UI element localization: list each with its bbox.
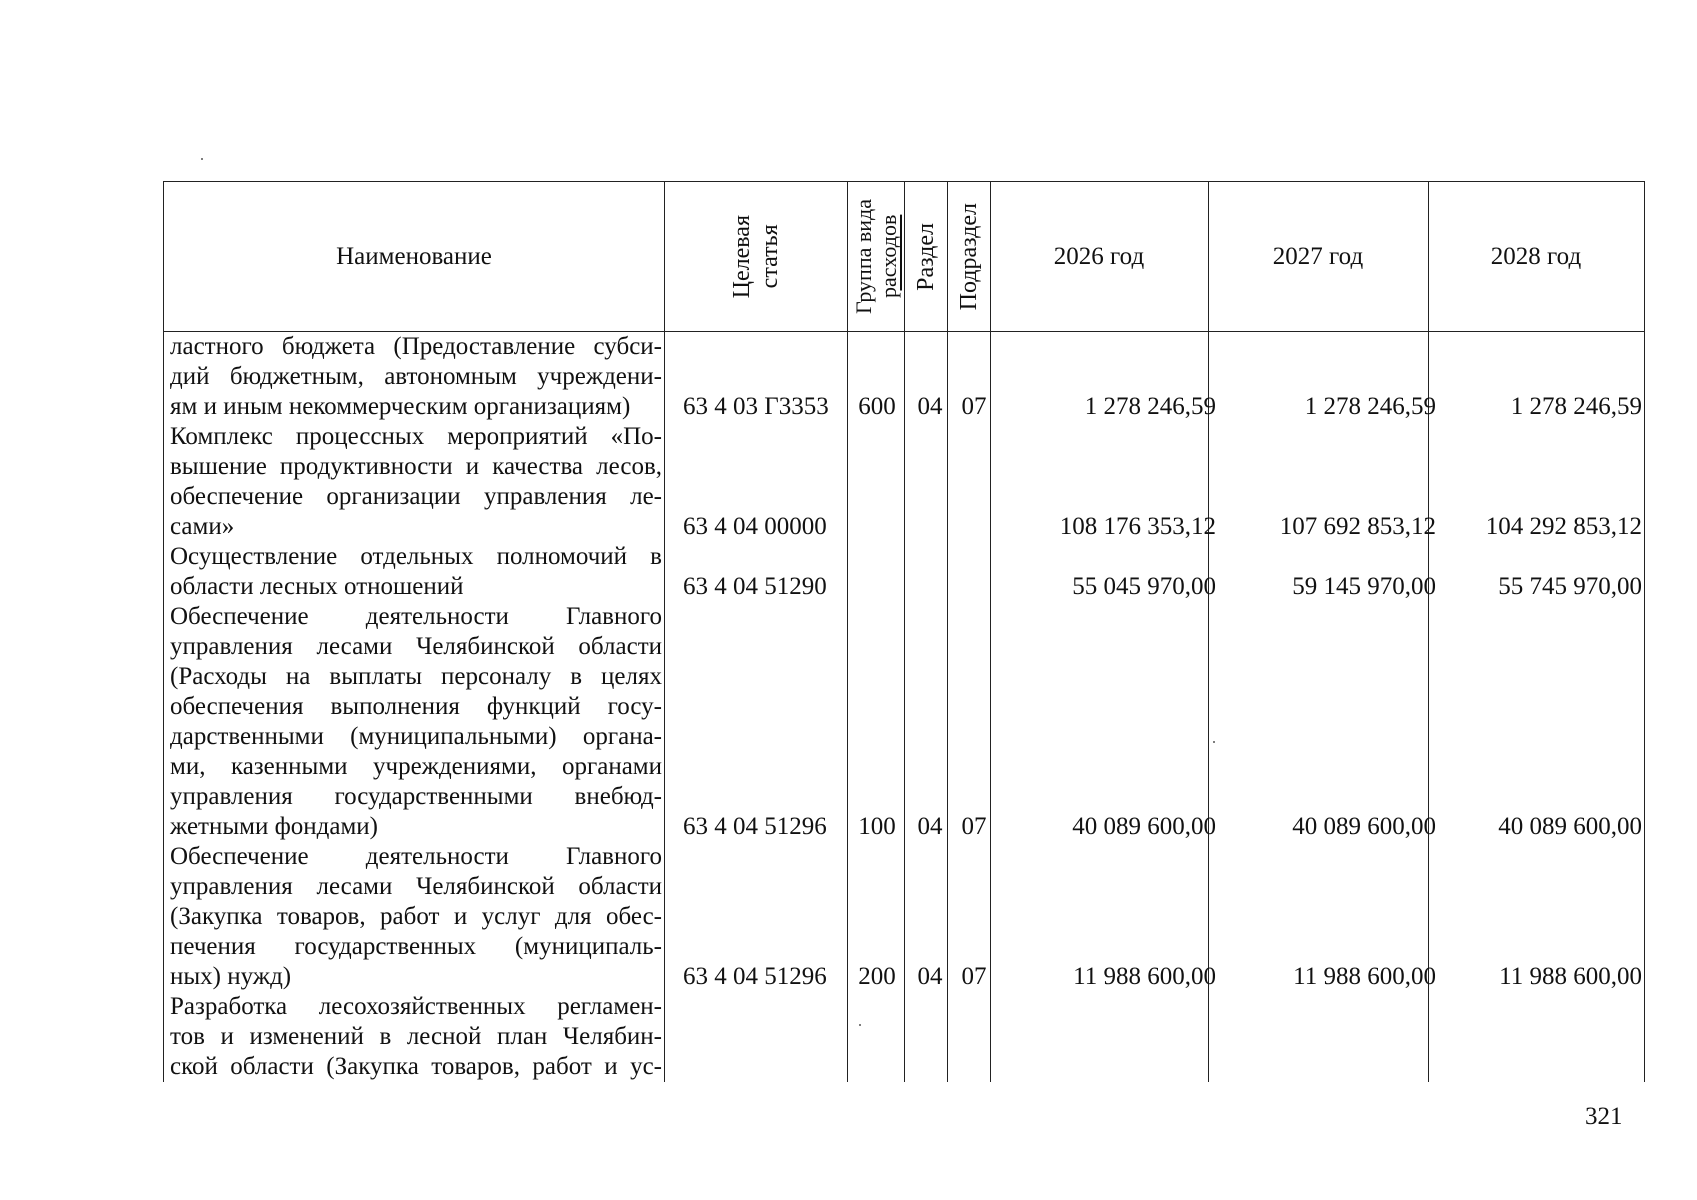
row-section — [910, 512, 950, 542]
row-amount-2026: 55 045 970,00 — [1072, 573, 1216, 600]
row-target-article: 63 4 04 51290 — [683, 573, 827, 600]
header-subsection — [947, 182, 990, 331]
row-name — [170, 422, 662, 542]
row-amount-2027: 1 278 246,59 — [1304, 393, 1436, 420]
scan-speck — [201, 158, 203, 160]
header-target-article-line1: Целевая — [728, 214, 755, 299]
row-amount-2027: 59 145 970,00 — [1292, 573, 1436, 600]
page-number: 321 — [1585, 1103, 1623, 1130]
row-subsection — [954, 572, 994, 602]
row-name — [170, 332, 662, 422]
row-name-line: Комплекс процессных мероприятий «По- — [170, 423, 662, 450]
row-amount-2026: 11 988 600,00 — [1073, 963, 1216, 990]
row-name-line: тов и изменений в лесной план Челябин- — [170, 1023, 662, 1050]
row-subsection: 07 — [961, 963, 987, 990]
row-name — [170, 842, 662, 992]
row-name-line: области лесных отношений — [170, 573, 464, 600]
table-row — [164, 542, 1644, 602]
row-section — [910, 572, 950, 602]
row-amount-2026 — [1002, 1052, 1216, 1082]
row-name — [170, 992, 662, 1082]
row-name-line: ям и иным некоммерческим организациям) — [170, 393, 631, 420]
row-expense-group — [848, 572, 906, 602]
budget-table — [163, 181, 1645, 1082]
row-name-line: Разработка лесохозяйственных регламен- — [170, 993, 662, 1020]
header-expense-group-line2: расходов — [875, 214, 901, 299]
scan-speck — [1213, 741, 1215, 743]
row-name-line: дарственными (муниципальными) органа- — [170, 723, 662, 750]
header-target-article — [664, 182, 847, 331]
row-amount-2027: 107 692 853,12 — [1279, 513, 1436, 540]
row-expense-group: 600 — [858, 393, 896, 420]
table-row — [164, 842, 1644, 992]
row-target-article: 63 4 03 Г3353 — [683, 393, 829, 420]
table-row — [164, 992, 1644, 1082]
header-expense-group-line1: Группа вида — [850, 199, 876, 314]
row-name-line: дий бюджетным, автономным учреждени- — [170, 363, 662, 390]
row-name-line: управления государственными внебюд- — [170, 783, 662, 810]
header-target-article-line2: статья — [756, 224, 783, 289]
row-target-article — [681, 1052, 843, 1082]
row-amount-2027: 40 089 600,00 — [1292, 813, 1436, 840]
row-target-article: 63 4 04 51296 — [683, 813, 827, 840]
header-year-2028: 2028 год — [1490, 242, 1582, 270]
row-section: 04 — [917, 813, 943, 840]
row-name-line: печения государственных (муниципаль- — [170, 933, 662, 960]
row-amount-2028 — [1441, 1052, 1642, 1082]
row-name-line: Обеспечение деятельности Главного — [170, 843, 662, 870]
row-subsection: 07 — [961, 813, 987, 840]
row-name-line: управления лесами Челябинской области — [170, 633, 662, 660]
row-name-line: обеспечение организации управления ле- — [170, 483, 662, 510]
row-section: 04 — [917, 963, 943, 990]
row-name-line: ской области (Закупка товаров, работ и ус- — [170, 1053, 662, 1080]
row-name-line: ми, казенными учреждениями, органами — [170, 753, 662, 780]
row-name-line: сами» — [170, 513, 235, 540]
row-name-line: обеспечения выполнения функций госу- — [170, 693, 662, 720]
row-name — [170, 602, 662, 842]
table-row — [164, 422, 1644, 542]
row-expense-group: 200 — [858, 963, 896, 990]
row-amount-2026: 108 176 353,12 — [1059, 513, 1216, 540]
row-section — [910, 1052, 950, 1082]
row-amount-2028: 55 745 970,00 — [1498, 573, 1642, 600]
row-name-line: (Закупка товаров, работ и услуг для обес- — [170, 903, 662, 930]
header-year-2027: 2027 год — [1272, 242, 1364, 270]
row-name-line: вышение продуктивности и качества лесов, — [170, 453, 662, 480]
table-row — [164, 332, 1644, 422]
row-name-line: жетными фондами) — [170, 813, 379, 840]
row-subsection — [954, 512, 994, 542]
row-expense-group — [848, 1052, 906, 1082]
header-subsection-label: Подраздел — [955, 202, 982, 311]
row-target-article: 63 4 04 51296 — [683, 963, 827, 990]
row-subsection: 07 — [961, 393, 987, 420]
row-name-line: (Расходы на выплаты персоналу в целях — [170, 663, 662, 690]
row-amount-2027: 11 988 600,00 — [1293, 963, 1436, 990]
header-expense-group — [847, 182, 904, 331]
header-section — [904, 182, 947, 331]
header-name: Наименование — [336, 242, 492, 270]
row-amount-2028: 104 292 853,12 — [1485, 513, 1642, 540]
row-amount-2026: 40 089 600,00 — [1072, 813, 1216, 840]
scan-speck — [859, 1024, 861, 1026]
row-amount-2027 — [1221, 1052, 1436, 1082]
row-expense-group — [848, 512, 906, 542]
row-expense-group: 100 — [858, 813, 896, 840]
header-year-2026: 2026 год — [1053, 242, 1145, 270]
row-section: 04 — [917, 393, 943, 420]
row-name-line: Обеспечение деятельности Главного — [170, 603, 662, 630]
table-row — [164, 602, 1644, 842]
row-amount-2028: 1 278 246,59 — [1510, 393, 1642, 420]
row-target-article: 63 4 04 00000 — [683, 513, 827, 540]
row-name-line: управления лесами Челябинской области — [170, 873, 662, 900]
row-name — [170, 542, 662, 602]
table-body — [164, 332, 1644, 1082]
row-amount-2028: 11 988 600,00 — [1499, 963, 1642, 990]
row-amount-2026: 1 278 246,59 — [1084, 393, 1216, 420]
row-subsection — [954, 1052, 994, 1082]
row-name-line: ных) нужд) — [170, 963, 292, 990]
header-section-label: Раздел — [912, 222, 939, 291]
row-amount-2028: 40 089 600,00 — [1498, 813, 1642, 840]
row-name-line: ластного бюджета (Предоставление субси- — [170, 333, 662, 360]
row-name-line: Осуществление отдельных полномочий в — [170, 543, 662, 570]
